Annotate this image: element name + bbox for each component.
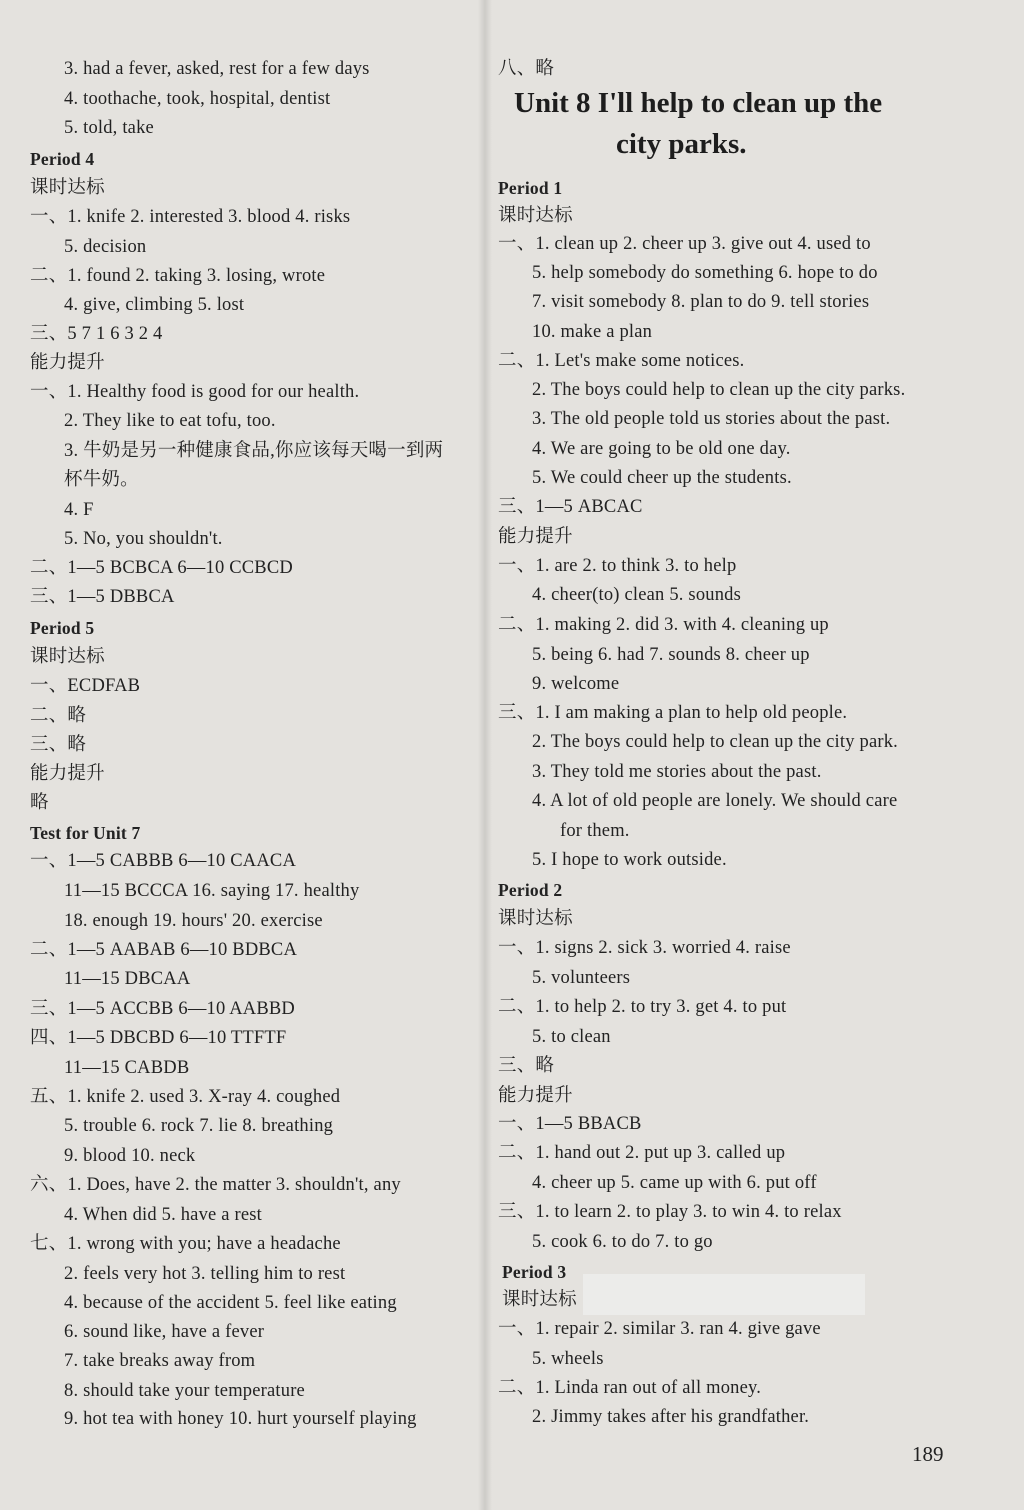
answer-line: 5. being 6. had 7. sounds 8. cheer up	[532, 645, 810, 665]
answer-line: 二、1—5 AABAB 6—10 BDBCA	[30, 940, 298, 960]
answer-line: 五、1. knife 2. used 3. X-ray 4. coughed	[30, 1087, 341, 1107]
answer-line: 5. cook 6. to do 7. to go	[532, 1232, 713, 1252]
answer-line: 三、1. to learn 2. to play 3. to win 4. to relax	[498, 1202, 842, 1222]
answer-line: 3. 牛奶是另一种健康食品,你应该每天喝一到两	[64, 441, 444, 461]
answer-line: 2. They like to eat tofu, too.	[64, 411, 276, 431]
subsection-heading: 能力提升	[30, 353, 105, 373]
answer-line: 三、略	[30, 735, 87, 755]
answer-line: 2. Jimmy takes after his grandfather.	[532, 1407, 810, 1427]
answer-line: 5. trouble 6. rock 7. lie 8. breathing	[64, 1116, 334, 1136]
answer-line: 三、1—5 ABCAC	[498, 497, 643, 517]
answer-line: for them.	[560, 821, 630, 841]
answer-line: 11—15 DBCAA	[64, 969, 191, 989]
redaction-block	[583, 1274, 865, 1315]
answer-line: 一、1. knife 2. interested 3. blood 4. risks	[30, 207, 351, 227]
answer-line: 三、略	[498, 1056, 555, 1076]
subsection-heading: 课时达标	[30, 178, 105, 198]
answer-line: 4. We are going to be old one day.	[532, 439, 791, 459]
answer-line: 一、ECDFAB	[30, 676, 141, 696]
answer-line: 一、1. are 2. to think 3. to help	[498, 556, 737, 576]
answer-line: 5. volunteers	[532, 968, 631, 988]
answer-line: 4. cheer(to) clean 5. sounds	[532, 585, 742, 605]
subsection-heading: 能力提升	[30, 764, 105, 784]
answer-line: 3. They told me stories about the past.	[532, 762, 822, 782]
answer-line: 5. We could cheer up the students.	[532, 468, 792, 488]
answer-line: 二、1. found 2. taking 3. losing, wrote	[30, 266, 326, 286]
answer-line: 二、1—5 BCBCA 6—10 CCBCD	[30, 558, 293, 578]
answer-line: 5. I hope to work outside.	[532, 850, 727, 870]
answer-line: 二、1. hand out 2. put up 3. called up	[498, 1143, 786, 1163]
answer-line: 4. F	[64, 500, 94, 520]
subsection-heading: 能力提升	[498, 1086, 573, 1106]
answer-line: 2. feels very hot 3. telling him to rest	[64, 1264, 346, 1284]
answer-line: 三、5 7 1 6 3 2 4	[30, 324, 163, 344]
unit-title-line2: city parks.	[616, 128, 747, 160]
answer-line: 一、1. repair 2. similar 3. ran 4. give gave	[498, 1319, 821, 1339]
answer-line: 二、1. to help 2. to try 3. get 4. to put	[498, 997, 787, 1017]
subsection-heading: 课时达标	[30, 647, 105, 667]
answer-line: 三、1—5 DBBCA	[30, 587, 175, 607]
answer-line: 二、略	[30, 706, 87, 726]
answer-line: 一、1. signs 2. sick 3. worried 4. raise	[498, 938, 791, 958]
answer-line: 二、1. Linda ran out of all money.	[498, 1378, 762, 1398]
answer-line: 4. give, climbing 5. lost	[64, 295, 245, 315]
subsection-heading: 课时达标	[502, 1290, 577, 1310]
answer-line: 4. because of the accident 5. feel like eating	[64, 1293, 397, 1313]
page-gutter	[478, 0, 492, 1510]
answer-line: 2. The boys could help to clean up the city park.	[532, 732, 899, 752]
page-number: 189	[912, 1442, 944, 1466]
section-heading: Period 1	[498, 178, 563, 198]
answer-line: 7. take breaks away from	[64, 1351, 256, 1371]
answer-line: 5. decision	[64, 237, 147, 257]
answer-line: 3. had a fever, asked, rest for a few days	[64, 59, 370, 79]
answer-line: 二、1. Let's make some notices.	[498, 351, 745, 371]
answer-line: 10. make a plan	[532, 322, 653, 342]
answer-line: 11—15 BCCCA 16. saying 17. healthy	[64, 881, 360, 901]
answer-line: 一、1. Healthy food is good for our health.	[30, 382, 360, 402]
answer-line: 11—15 CABDB	[64, 1058, 190, 1078]
answer-line: 三、1. I am making a plan to help old people.	[498, 703, 848, 723]
subsection-heading: 能力提升	[498, 527, 573, 547]
answer-line: 八、略	[498, 59, 555, 79]
subsection-heading: 课时达标	[498, 909, 573, 929]
section-heading: Period 4	[30, 149, 95, 169]
answer-line: 5. help somebody do something 6. hope to do	[532, 263, 878, 283]
answer-line: 3. The old people told us stories about the past.	[532, 409, 891, 429]
answer-line: 杯牛奶。	[64, 470, 139, 490]
answer-line: 一、1. clean up 2. cheer up 3. give out 4. used to	[498, 234, 871, 254]
section-heading: Test for Unit 7	[30, 823, 141, 843]
answer-line: 6. sound like, have a fever	[64, 1322, 265, 1342]
answer-line: 2. The boys could help to clean up the city parks.	[532, 380, 906, 400]
answer-line: 5. wheels	[532, 1349, 604, 1369]
answer-line: 9. hot tea with honey 10. hurt yourself playing	[64, 1409, 417, 1429]
answer-line: 9. blood 10. neck	[64, 1146, 196, 1166]
answer-line: 4. cheer up 5. came up with 6. put off	[532, 1173, 817, 1193]
answer-line: 5. to clean	[532, 1027, 611, 1047]
section-heading: Period 5	[30, 618, 95, 638]
answer-line: 略	[30, 793, 49, 813]
subsection-heading: 课时达标	[498, 206, 573, 226]
answer-line: 5. told, take	[64, 118, 154, 138]
answer-line: 9. welcome	[532, 674, 620, 694]
answer-line: 一、1—5 CABBB 6—10 CAACA	[30, 851, 297, 871]
unit-title-line1: Unit 8 I'll help to clean up the	[514, 87, 883, 119]
answer-line: 8. should take your temperature	[64, 1381, 305, 1401]
section-heading: Period 2	[498, 880, 563, 900]
answer-line: 一、1—5 BBACB	[498, 1114, 642, 1134]
answer-line: 七、1. wrong with you; have a headache	[30, 1234, 341, 1254]
answer-line: 4. toothache, took, hospital, dentist	[64, 89, 331, 109]
answer-line: 4. When did 5. have a rest	[64, 1205, 263, 1225]
answer-line: 4. A lot of old people are lonely. We should care	[532, 791, 898, 811]
answer-line: 7. visit somebody 8. plan to do 9. tell stories	[532, 292, 870, 312]
answer-line: 三、1—5 ACCBB 6—10 AABBD	[30, 999, 295, 1019]
section-heading: Period 3	[502, 1262, 567, 1282]
answer-line: 5. No, you shouldn't.	[64, 529, 223, 549]
answer-line: 18. enough 19. hours' 20. exercise	[64, 911, 323, 931]
answer-line: 六、1. Does, have 2. the matter 3. shouldn't, any	[30, 1175, 401, 1195]
answer-line: 四、1—5 DBCBD 6—10 TTFTF	[30, 1028, 287, 1048]
answer-line: 二、1. making 2. did 3. with 4. cleaning up	[498, 615, 829, 635]
